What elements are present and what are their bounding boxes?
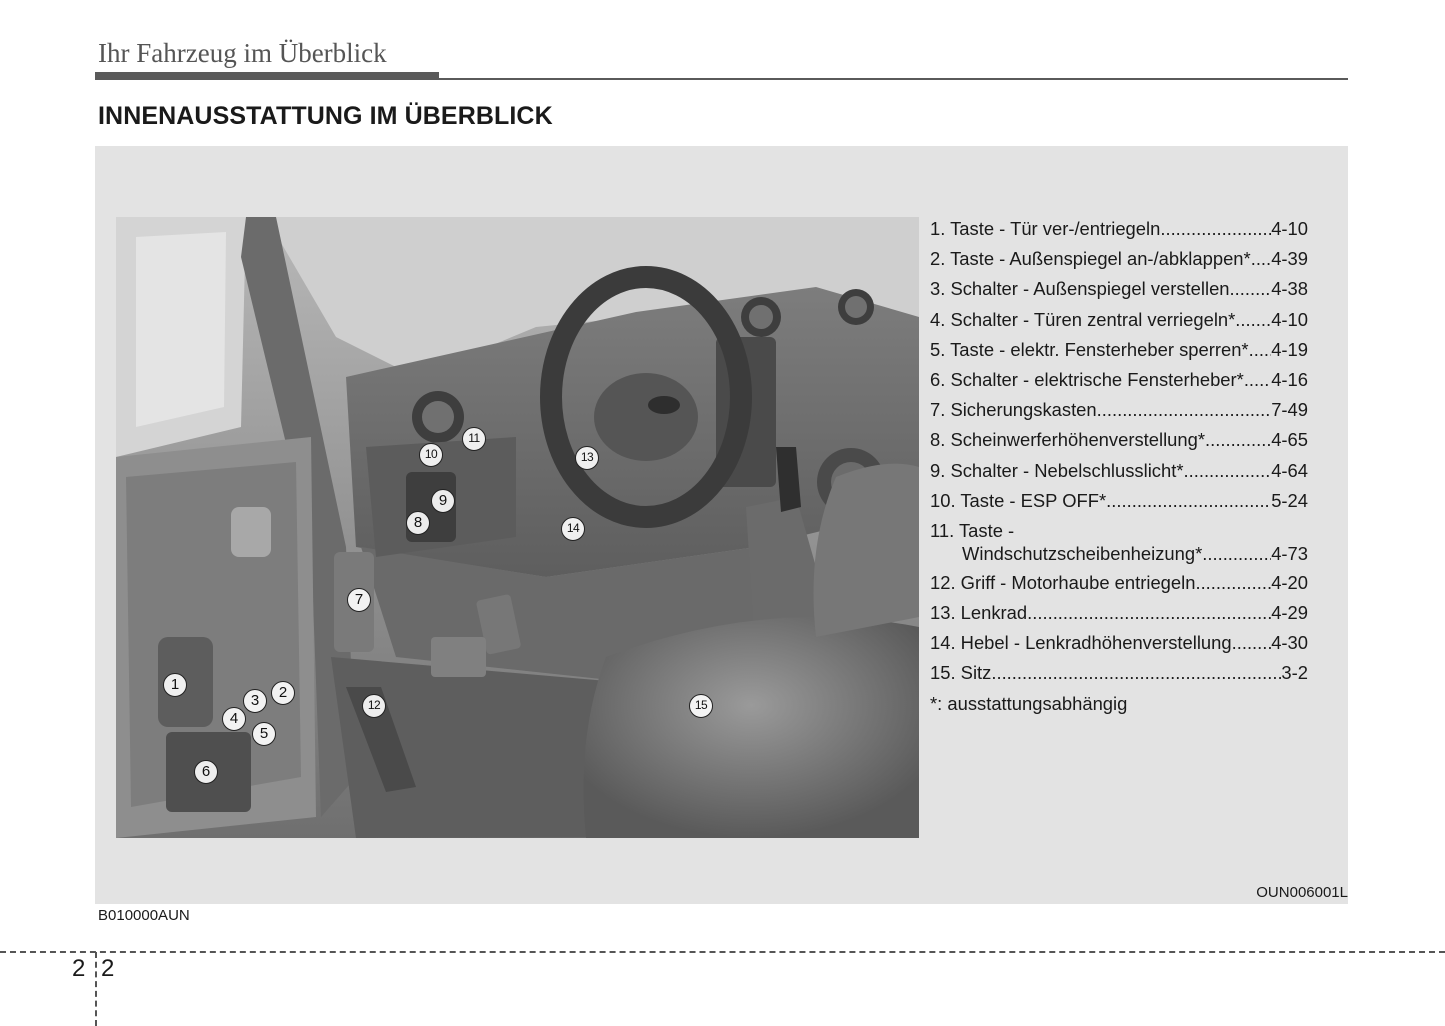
legend-item: 1. Taste - Tür ver-/entriegeln ..... 4-10 [930,218,1308,248]
legend-item: 12. Griff - Motorhaube entriegeln ..... 4-20 [930,572,1308,602]
legend-note: *: ausstattungsabhängig [930,692,1128,714]
page-number: 2 [101,955,115,982]
callout-4: 4 [222,707,246,731]
image-code: OUN006001L [1256,884,1348,901]
callout-11: 11 [462,427,486,451]
callout-2: 2 [271,681,295,705]
callout-1: 1 [163,673,187,697]
callout-15: 15 [689,694,713,718]
callout-7: 7 [347,588,371,612]
legend-item: 4. Schalter - Türen zentral verriegeln* ..... 4-10 [930,309,1308,339]
legend-item: 10. Taste - ESP OFF* ..... 5-24 [930,490,1308,520]
title-rule-thin [95,78,1348,80]
callout-3: 3 [243,689,267,713]
page-heading: INNENAUSSTATTUNG IM ÜBERBLICK [98,102,553,130]
callout-14: 14 [561,517,585,541]
legend-item: 11. Taste - Windschutzscheibenheizung* ..... 4-73 [930,520,1308,565]
legend-item: 8. Scheinwerferhöhenverstellung* ..... 4-65 [930,429,1308,459]
legend-item: 9. Schalter - Nebelschlusslicht* ..... 4-64 [930,460,1308,490]
interior-illustration [116,217,919,838]
document-code: B010000AUN [98,907,190,924]
chapter-number: 2 [72,955,86,982]
footer-divider [0,951,1445,953]
callout-12: 12 [362,694,386,718]
callout-5: 5 [252,722,276,746]
callout-8: 8 [406,511,430,535]
legend-item: 13. Lenkrad ..... 4-29 [930,602,1308,632]
legend-item: 3. Schalter - Außenspiegel verstellen ..... 4-38 [930,278,1308,308]
page-number-divider [95,952,97,1026]
legend-list [930,218,1308,723]
legend-item: 6. Schalter - elektrische Fensterheber* ..... 4-16 [930,369,1308,399]
legend-item: 15. Sitz ..... 3-2 [930,662,1308,692]
callout-9: 9 [431,489,455,513]
legend-item: 7. Sicherungskasten ..... 7-49 [930,399,1308,429]
callout-13: 13 [575,446,599,470]
legend-item: 14. Hebel - Lenkradhöhenverstellung ..... 4-30 [930,632,1308,662]
interior-photo [116,217,919,838]
callout-10: 10 [419,443,443,467]
callout-6: 6 [194,760,218,784]
section-title: Ihr Fahrzeug im Überblick [98,38,387,68]
legend-item: 2. Taste - Außenspiegel an-/abklappen* ..... 4-39 [930,248,1308,278]
legend-item: 5. Taste - elektr. Fensterheber sperren* ..... 4-19 [930,339,1308,369]
